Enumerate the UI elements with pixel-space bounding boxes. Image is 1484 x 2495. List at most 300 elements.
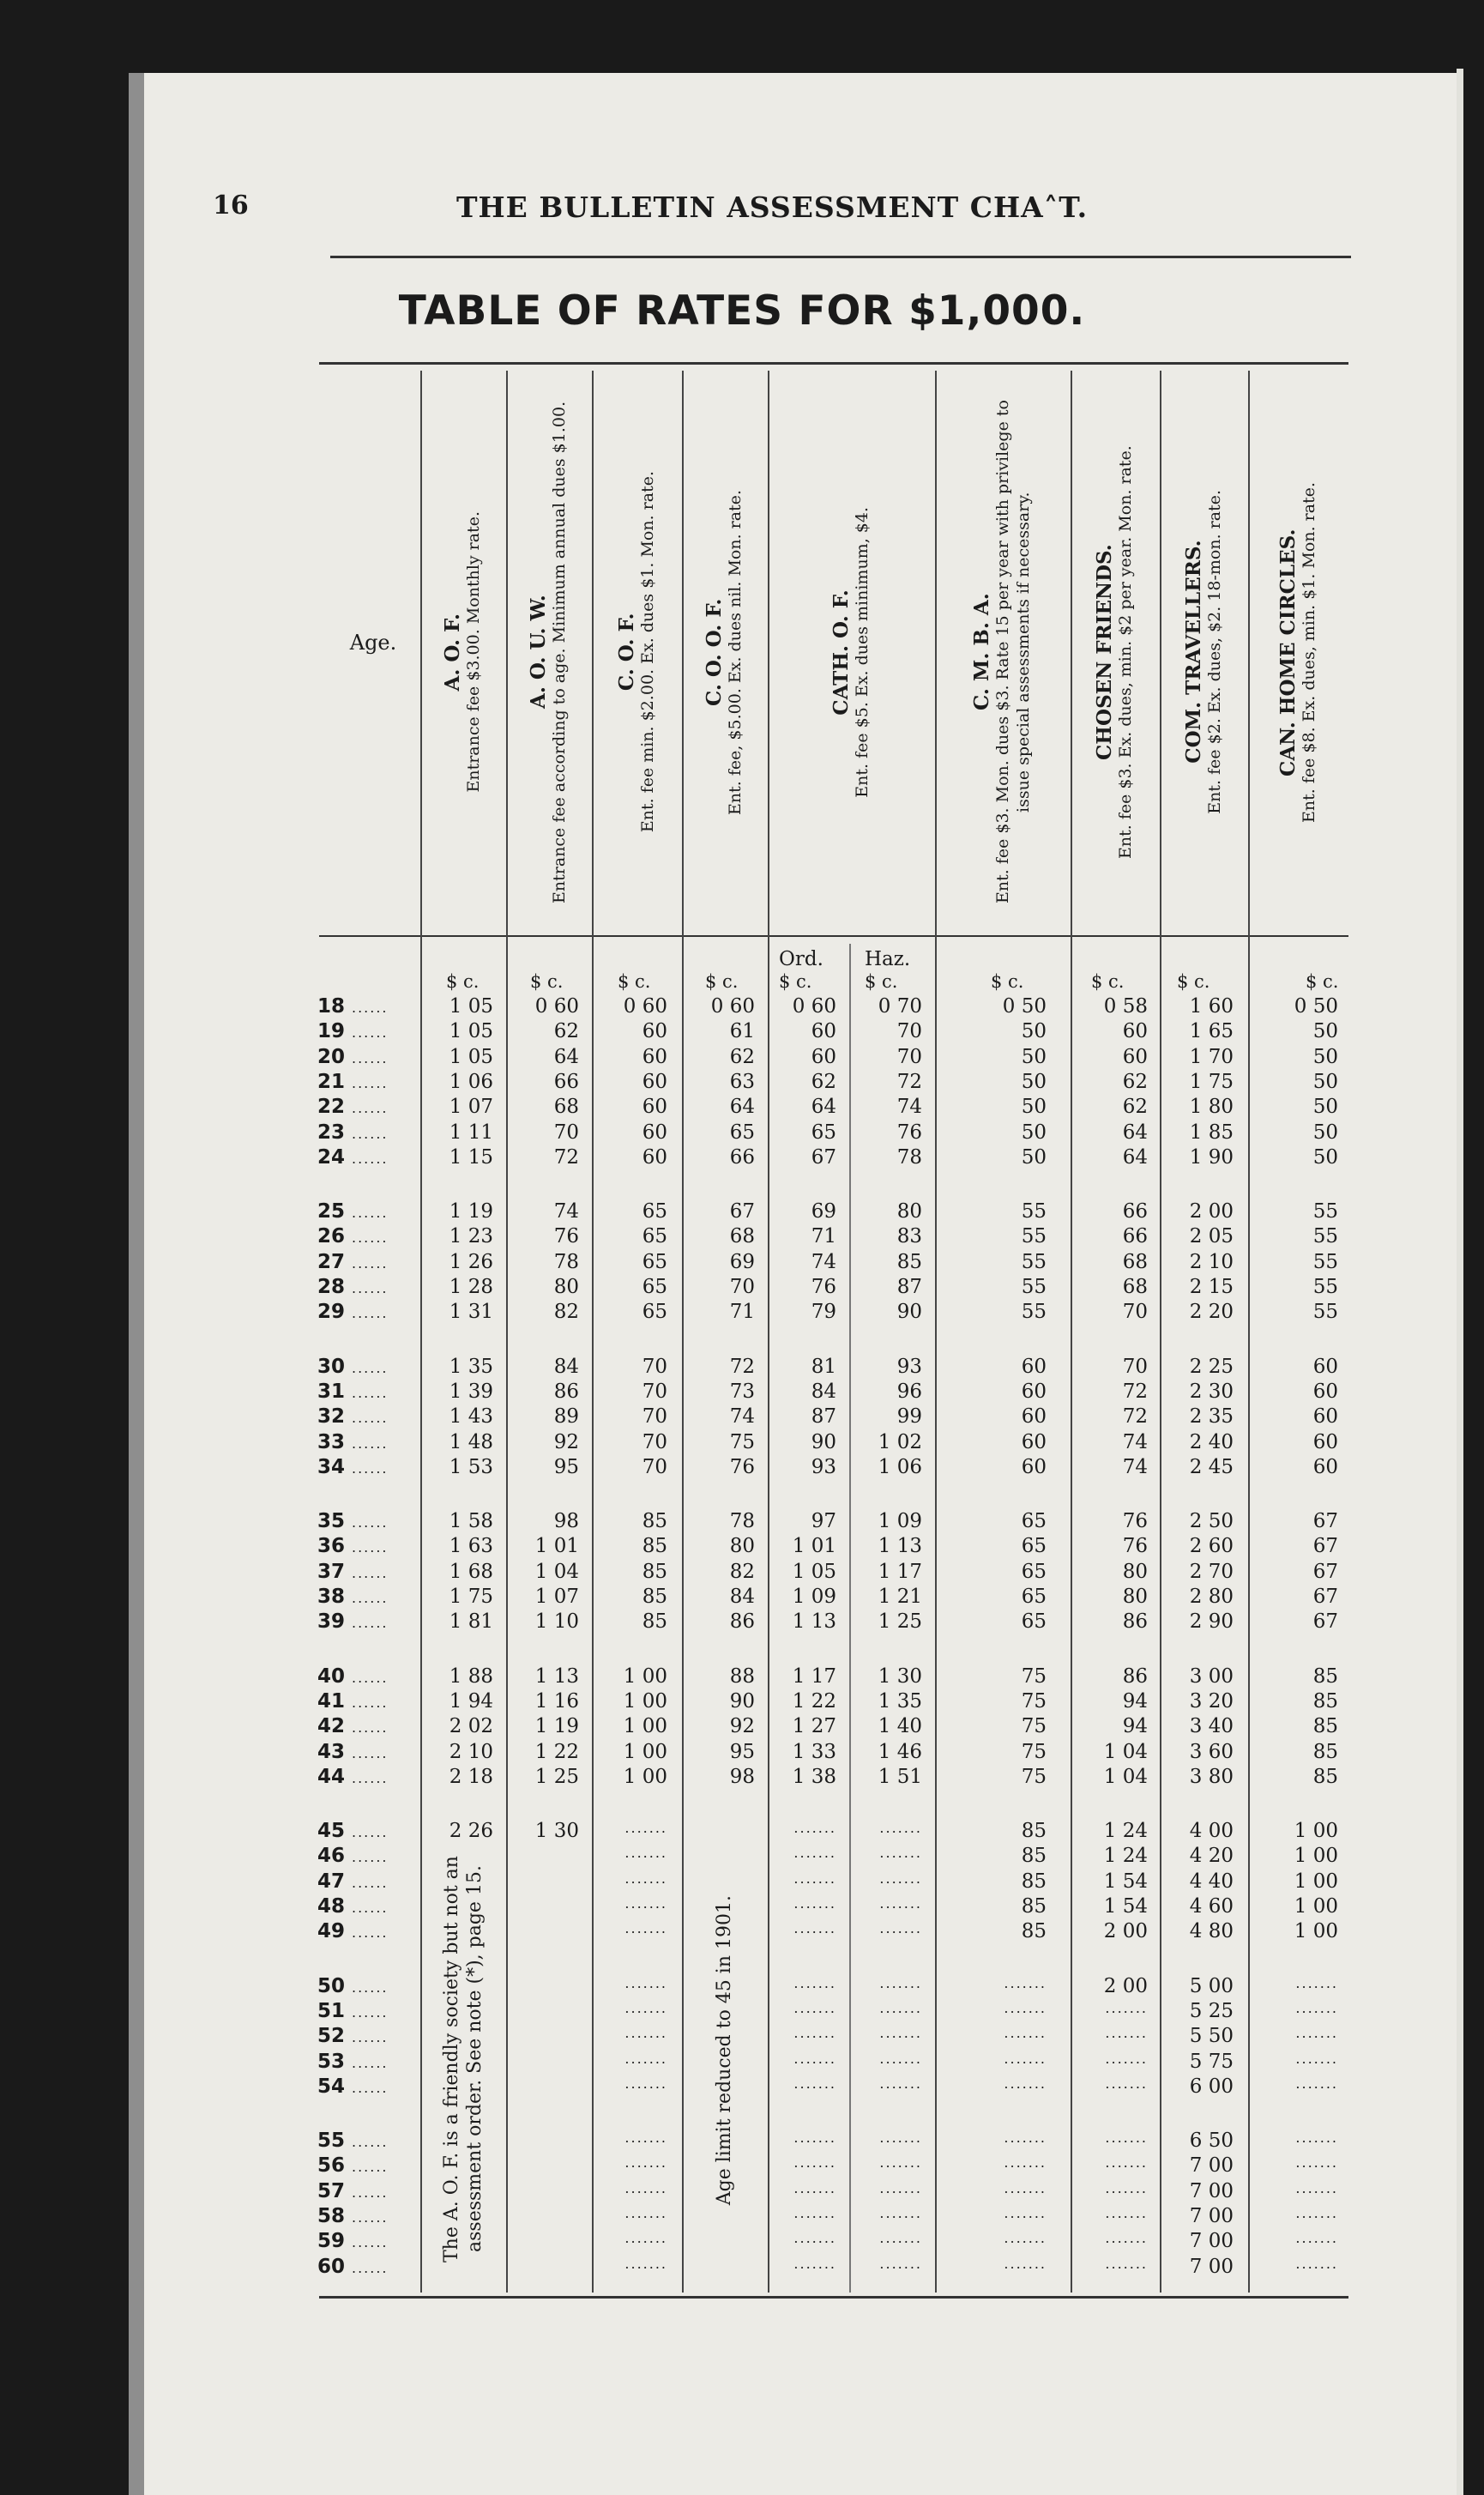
rate-cell: .......	[879, 2205, 922, 2221]
table-row	[317, 1020, 1347, 1045]
table-row	[317, 1071, 1347, 1096]
age-cell	[317, 1301, 412, 1323]
rate-cell: 4 20	[1189, 1845, 1234, 1868]
age-number: 33	[317, 1430, 346, 1453]
rate-cell: .......	[624, 1895, 667, 1912]
rate-cell: .......	[1295, 2025, 1338, 2042]
rate-cell: 70	[1122, 1355, 1148, 1378]
age-number: 55	[317, 2130, 346, 2153]
age-cell	[317, 1665, 412, 1688]
age-cell	[317, 1820, 412, 1842]
rate-cell: 72	[553, 1145, 579, 1169]
rate-cell: .......	[879, 2255, 922, 2272]
rate-cell: .......	[1004, 1999, 1047, 2016]
rate-cell: 75	[729, 1430, 755, 1453]
rate-cell: 55	[1312, 1301, 1338, 1324]
rate-cell: 87	[896, 1276, 922, 1298]
rate-cell: 50	[1312, 1096, 1338, 1119]
age-cell	[317, 2154, 412, 2177]
rate-cell: 2 25	[1189, 1355, 1234, 1378]
age-cell	[317, 1845, 412, 1867]
rate-cell: .......	[1004, 2205, 1047, 2221]
rate-cell: 85	[642, 1560, 667, 1583]
rate-cell: .......	[879, 1974, 922, 1991]
rate-cell: 68	[729, 1225, 755, 1248]
rate-cell: 2 45	[1189, 1455, 1234, 1478]
rate-cell: 65	[642, 1225, 667, 1248]
table-title: TABLE OF RATES FOR $1,000.	[398, 287, 1086, 335]
age-number: 51	[317, 1999, 346, 2022]
rate-cell: 74	[553, 1200, 579, 1223]
rate-cell: 1 00	[1294, 1845, 1338, 1868]
table-row	[317, 995, 1347, 1020]
rate-cell: 85	[642, 1535, 667, 1558]
rate-cell: .......	[793, 2154, 836, 2172]
rate-cell: 1 35	[878, 1689, 922, 1713]
age-number: 28	[317, 1276, 346, 1298]
rate-cell: 60	[642, 1145, 667, 1169]
rate-cell: 1 88	[449, 1664, 493, 1688]
rate-cell: .......	[1105, 2130, 1148, 2147]
rate-cell: 7 00	[1189, 2230, 1234, 2253]
column-name: CHOSEN FRIENDS.	[1093, 544, 1116, 760]
rate-cell: 76	[729, 1455, 755, 1478]
rate-cell: 1 22	[534, 1740, 579, 1763]
rate-cell: 1 04	[1103, 1765, 1148, 1788]
dot-leader: ......	[352, 2259, 389, 2276]
rate-cell: 2 80	[1189, 1586, 1234, 1608]
rate-cell: .......	[624, 2075, 667, 2092]
rate-cell: .......	[793, 1820, 836, 1837]
rate-cell: 78	[896, 1145, 922, 1169]
age-number: 43	[317, 1740, 346, 1763]
age-cell	[317, 995, 412, 1018]
rate-cell: .......	[1295, 2154, 1338, 2172]
rate-cell: 1 06	[449, 1070, 493, 1093]
header-can-home-circles	[1250, 373, 1347, 931]
rate-cell: 50	[1312, 1145, 1338, 1169]
rate-cell: 68	[1122, 1250, 1148, 1273]
rate-cell: 50	[1312, 1045, 1338, 1068]
age-cell	[317, 2000, 412, 2022]
header-cath-of	[769, 373, 933, 931]
rate-cell: 88	[729, 1664, 755, 1688]
age-number: 27	[317, 1250, 346, 1273]
dot-leader: ......	[352, 1849, 389, 1866]
unit-label: $ c.	[1177, 971, 1210, 992]
rate-cell: 70	[642, 1355, 667, 1378]
rate-cell: 75	[1021, 1664, 1047, 1688]
age-number: 45	[317, 1820, 346, 1843]
rate-cell: 70	[1122, 1301, 1148, 1324]
table-row	[317, 1380, 1347, 1405]
dot-leader: ......	[352, 1150, 389, 1167]
column-note: Entrance fee according to age. Minimum annual dues $1.00.	[550, 401, 569, 903]
dot-leader: ......	[352, 1900, 389, 1916]
rate-cell: 1 24	[1103, 1845, 1148, 1868]
rate-cell: 65	[642, 1301, 667, 1324]
rate-cell: 68	[1122, 1276, 1148, 1298]
rate-cell: 86	[729, 1610, 755, 1634]
rate-cell: 60	[642, 1045, 667, 1068]
rate-cell: 67	[1312, 1560, 1338, 1583]
rate-cell: 76	[553, 1225, 579, 1248]
header-com-travellers	[1161, 373, 1246, 931]
rate-cell: 1 16	[534, 1689, 579, 1713]
rate-cell: 6 50	[1189, 2130, 1234, 2153]
age-number: 22	[317, 1096, 346, 1119]
age-number: 32	[317, 1405, 346, 1429]
rate-cell: 1 25	[878, 1610, 922, 1634]
unit-label: $ c.	[779, 971, 812, 992]
rate-cell: 85	[1021, 1895, 1047, 1918]
rate-cell: 1 54	[1103, 1895, 1148, 1918]
rate-cell: 1 75	[449, 1586, 493, 1608]
dot-leader: ......	[352, 1924, 389, 1942]
rate-cell: .......	[1004, 2179, 1047, 2196]
header-cof	[594, 373, 680, 931]
age-number: 50	[317, 1974, 346, 1997]
rate-cell: 50	[1021, 1045, 1047, 1068]
rate-cell: 92	[553, 1430, 579, 1453]
dot-leader: ......	[352, 2234, 389, 2251]
age-number: 59	[317, 2230, 346, 2253]
dot-leader: ......	[352, 1384, 389, 1401]
rate-cell: 1 09	[878, 1510, 922, 1533]
column-note: Entrance fee $3.00. Monthly rate.	[464, 511, 483, 793]
rate-cell: 5 50	[1189, 2025, 1234, 2048]
age-cell	[317, 1586, 412, 1608]
rate-cell: 55	[1021, 1276, 1047, 1298]
rate-cell: 74	[811, 1250, 836, 1273]
rate-cell: 60	[811, 1020, 836, 1043]
dot-leader: ......	[352, 1125, 389, 1142]
rate-cell: 75	[1021, 1715, 1047, 1738]
table-row	[317, 1096, 1347, 1121]
age-cell	[317, 1251, 412, 1273]
rate-cell: .......	[624, 2154, 667, 2172]
rate-cell: 74	[1122, 1430, 1148, 1453]
rate-cell: 55	[1312, 1200, 1338, 1223]
dot-leader: ......	[352, 2054, 389, 2071]
rate-cell: 81	[811, 1355, 836, 1378]
rate-cell: 94	[1122, 1715, 1148, 1738]
rate-cell: 1 07	[534, 1586, 579, 1608]
rate-cell: .......	[793, 2050, 836, 2067]
rate-cell: 65	[642, 1250, 667, 1273]
column-note: Ent. fee $3. Ex. dues, min. $2 per year. Mon. rate.	[1116, 445, 1135, 859]
rate-cell: 1 10	[534, 1610, 579, 1634]
rate-cell: 50	[1021, 1070, 1047, 1093]
rate-cell: 7 00	[1189, 2205, 1234, 2227]
rate-cell: 64	[1122, 1121, 1148, 1144]
dot-leader: ......	[352, 2029, 389, 2046]
header-cmba	[937, 373, 1069, 931]
age-number: 42	[317, 1715, 346, 1738]
dot-leader: ......	[352, 1024, 389, 1042]
rate-cell: .......	[1295, 2075, 1338, 2092]
dot-leader: ......	[352, 1359, 389, 1376]
rate-cell: 55	[1021, 1200, 1047, 1223]
rate-cell: 1 70	[1189, 1045, 1234, 1068]
rate-cell: .......	[1295, 2130, 1338, 2147]
age-number: 23	[317, 1121, 346, 1144]
rate-cell: 64	[1122, 1145, 1148, 1169]
rate-cell: .......	[879, 2130, 922, 2147]
rate-cell: 0 50	[1002, 995, 1047, 1018]
rate-cell: .......	[793, 2255, 836, 2272]
rate-cell: 80	[1122, 1586, 1148, 1608]
rate-cell: 72	[729, 1355, 755, 1378]
dot-leader: ......	[352, 1410, 389, 1427]
age-cell	[317, 1146, 412, 1169]
rate-cell: 1 40	[878, 1715, 922, 1738]
rate-cell: 82	[553, 1301, 579, 1324]
running-title: THE BULLETIN ASSESSMENT CHA˄T.	[455, 190, 1089, 224]
rate-cell: .......	[1105, 2230, 1148, 2247]
rate-cell: .......	[1004, 2025, 1047, 2042]
rate-cell: 65	[1021, 1586, 1047, 1608]
unit-label: $ c.	[530, 971, 564, 992]
age-header: Age.	[349, 631, 397, 655]
rate-cell: 1 63	[449, 1535, 493, 1558]
rate-cell: 78	[729, 1510, 755, 1533]
rate-cell: 60	[642, 1070, 667, 1093]
bottom-rule	[319, 2296, 1348, 2299]
rate-cell: 76	[811, 1276, 836, 1298]
age-cell	[317, 1870, 412, 1893]
rate-cell: 69	[729, 1250, 755, 1273]
rate-cell: 95	[729, 1740, 755, 1763]
rate-cell: .......	[879, 2075, 922, 2092]
table-row	[317, 1121, 1347, 1146]
rate-cell: .......	[1004, 1974, 1047, 1991]
rate-cell: 1 51	[878, 1765, 922, 1788]
age-cell	[317, 1225, 412, 1248]
rate-cell: 1 13	[878, 1535, 922, 1558]
rate-cell: 1 68	[449, 1560, 493, 1583]
rate-cell: 1 09	[792, 1586, 836, 1608]
rate-cell: 2 00	[1103, 1974, 1148, 1997]
rate-cell: 84	[729, 1586, 755, 1608]
rate-cell: 72	[896, 1070, 922, 1093]
column-name: C. O. F.	[614, 613, 638, 692]
age-cell	[317, 1535, 412, 1557]
rate-cell: 65	[1021, 1510, 1047, 1533]
age-number: 39	[317, 1610, 346, 1634]
age-number: 47	[317, 1870, 346, 1893]
rate-cell: .......	[793, 1974, 836, 1991]
rate-cell: .......	[793, 1895, 836, 1912]
rate-cell: 67	[811, 1145, 836, 1169]
column-note: Ent. fee $2. Ex. dues, $2. 18-mon. rate.	[1204, 490, 1224, 814]
dot-leader: ......	[352, 1254, 389, 1272]
table-row	[317, 1200, 1347, 1225]
rate-cell: .......	[879, 1870, 922, 1887]
rate-cell: 73	[729, 1380, 755, 1403]
unit-label: $ c.	[446, 971, 480, 992]
rate-cell: 2 18	[449, 1765, 493, 1788]
rate-cell: .......	[879, 1895, 922, 1912]
rate-cell: 67	[1312, 1535, 1338, 1558]
rate-cell: 1 27	[792, 1715, 836, 1738]
rate-cell: 0 60	[534, 995, 579, 1018]
rate-cell: 55	[1021, 1301, 1047, 1324]
rate-cell: 85	[642, 1586, 667, 1608]
rate-cell: 98	[729, 1765, 755, 1788]
rate-cell: 1 90	[1189, 1145, 1234, 1169]
rate-cell: 1 28	[449, 1276, 493, 1298]
rate-cell: 60	[1021, 1380, 1047, 1403]
rate-cell: 67	[1312, 1510, 1338, 1533]
rate-cell: .......	[624, 1820, 667, 1837]
age-number: 26	[317, 1225, 346, 1248]
table-row	[317, 1356, 1347, 1380]
age-number: 36	[317, 1535, 346, 1558]
rate-cell: 72	[1122, 1405, 1148, 1429]
age-cell	[317, 1121, 412, 1144]
rate-cell: .......	[624, 1974, 667, 1991]
column-note: Ent. fee $8. Ex. dues, min. $1. Mon. rate.	[1299, 481, 1318, 823]
rate-cell: .......	[624, 2130, 667, 2147]
rate-cell: 1 13	[534, 1664, 579, 1688]
dot-leader: ......	[352, 1615, 389, 1632]
age-number: 49	[317, 1920, 346, 1943]
rate-cell: 85	[1312, 1765, 1338, 1788]
age-number: 53	[317, 2050, 346, 2073]
age-cell	[317, 2025, 412, 2047]
rate-cell: 50	[1312, 1020, 1338, 1043]
rate-cell: 2 90	[1189, 1610, 1234, 1634]
age-number: 25	[317, 1200, 346, 1223]
rate-cell: .......	[1004, 2050, 1047, 2067]
table-row	[317, 1251, 1347, 1276]
rate-cell: .......	[1105, 2050, 1148, 2067]
age-number: 20	[317, 1045, 346, 1068]
column-note: Ent. fee $3. Mon. dues $3. Rate 15 per year with privilege to issue special assessments if necessary.	[993, 400, 1033, 904]
rate-cell: .......	[1295, 2230, 1338, 2247]
age-cell	[317, 1610, 412, 1633]
rate-cell: 67	[1312, 1586, 1338, 1608]
rate-cell: 4 40	[1189, 1870, 1234, 1893]
rate-cell: .......	[793, 2130, 836, 2147]
dot-leader: ......	[352, 1694, 389, 1711]
rate-cell: 80	[729, 1535, 755, 1558]
aof-note-text: The A. O. F. is a friendly society but not an assessment order. See note (*), page 15.	[441, 1856, 486, 2262]
rate-cell: 2 15	[1189, 1276, 1234, 1298]
rate-cell: 2 20	[1189, 1301, 1234, 1324]
rate-cell: 1 06	[878, 1455, 922, 1478]
rate-cell: 65	[1021, 1560, 1047, 1583]
rate-cell: 62	[729, 1045, 755, 1068]
table-row	[317, 1276, 1347, 1301]
age-cell	[317, 1766, 412, 1788]
rate-cell: .......	[624, 1845, 667, 1862]
age-cell	[317, 2230, 412, 2252]
dot-leader: ......	[352, 1435, 389, 1452]
rate-cell: 1 25	[534, 1765, 579, 1788]
top-rule	[330, 256, 1351, 258]
age-number: 30	[317, 1355, 346, 1378]
unit-label: $ c.	[991, 971, 1024, 992]
dot-leader: ......	[352, 2003, 389, 2021]
rate-cell: 62	[1122, 1096, 1148, 1119]
age-number: 52	[317, 2025, 346, 2048]
rate-cell: 2 05	[1189, 1225, 1234, 1248]
header-top-rule	[319, 362, 1348, 365]
rate-cell: 86	[553, 1380, 579, 1403]
rate-cell: 74	[1122, 1455, 1148, 1478]
rate-cell: 74	[729, 1405, 755, 1429]
rate-cell: 65	[729, 1121, 755, 1144]
table-row	[317, 1456, 1347, 1481]
rate-cell: 85	[1021, 1845, 1047, 1868]
rate-cell: 67	[729, 1200, 755, 1223]
rate-cell: 1 00	[623, 1765, 667, 1788]
rate-cell: 50	[1021, 1096, 1047, 1119]
age-number: 48	[317, 1895, 346, 1918]
rate-cell: 3 20	[1189, 1689, 1234, 1713]
rate-cell: 76	[1122, 1510, 1148, 1533]
rate-cell: .......	[624, 2255, 667, 2272]
rate-cell: 1 21	[878, 1586, 922, 1608]
rate-cell: 50	[1021, 1121, 1047, 1144]
age-cell	[317, 1690, 412, 1713]
column-name: A. O. U. W.	[527, 595, 550, 710]
rate-cell: 79	[811, 1301, 836, 1324]
rate-cell: 6 00	[1189, 2075, 1234, 2098]
rate-cell: 1 19	[449, 1200, 493, 1223]
unit-label: $ c.	[705, 971, 739, 992]
rate-cell: 71	[729, 1301, 755, 1324]
dot-leader: ......	[352, 1074, 389, 1091]
age-number: 35	[317, 1510, 346, 1533]
rate-cell: 55	[1312, 1276, 1338, 1298]
age-number: 44	[317, 1765, 346, 1788]
rate-cell: 1 80	[1189, 1096, 1234, 1119]
rate-cell: 1 94	[449, 1689, 493, 1713]
age-number: 41	[317, 1689, 346, 1713]
rate-cell: .......	[793, 1870, 836, 1887]
age-cell	[317, 1405, 412, 1428]
age-cell	[317, 2180, 412, 2202]
rate-cell: 65	[811, 1121, 836, 1144]
subhead-ord: Ord.	[779, 948, 823, 970]
rate-cell: 86	[1122, 1664, 1148, 1688]
rate-cell: 80	[1122, 1560, 1148, 1583]
rate-cell: 1 53	[449, 1455, 493, 1478]
rate-cell: 62	[553, 1020, 579, 1043]
rate-cell: 1 17	[792, 1664, 836, 1688]
rate-cell: .......	[1105, 2075, 1148, 2092]
rate-cell: .......	[624, 1870, 667, 1887]
rate-cell: 74	[896, 1096, 922, 1119]
rate-cell: 1 31	[449, 1301, 493, 1324]
rate-cell: 66	[553, 1070, 579, 1093]
dot-leader: ......	[352, 1744, 389, 1761]
unit-label: $ c.	[618, 971, 651, 992]
rate-cell: 61	[729, 1020, 755, 1043]
rate-cell: 1 04	[534, 1560, 579, 1583]
rate-cell: 1 30	[534, 1820, 579, 1843]
rate-cell: .......	[1295, 2050, 1338, 2067]
rate-cell: .......	[624, 2179, 667, 2196]
rate-cell: 66	[729, 1145, 755, 1169]
rate-cell: 50	[1312, 1121, 1338, 1144]
rate-cell: 5 75	[1189, 2050, 1234, 2073]
rate-cell: 1 23	[449, 1225, 493, 1248]
table-row	[317, 1510, 1347, 1535]
